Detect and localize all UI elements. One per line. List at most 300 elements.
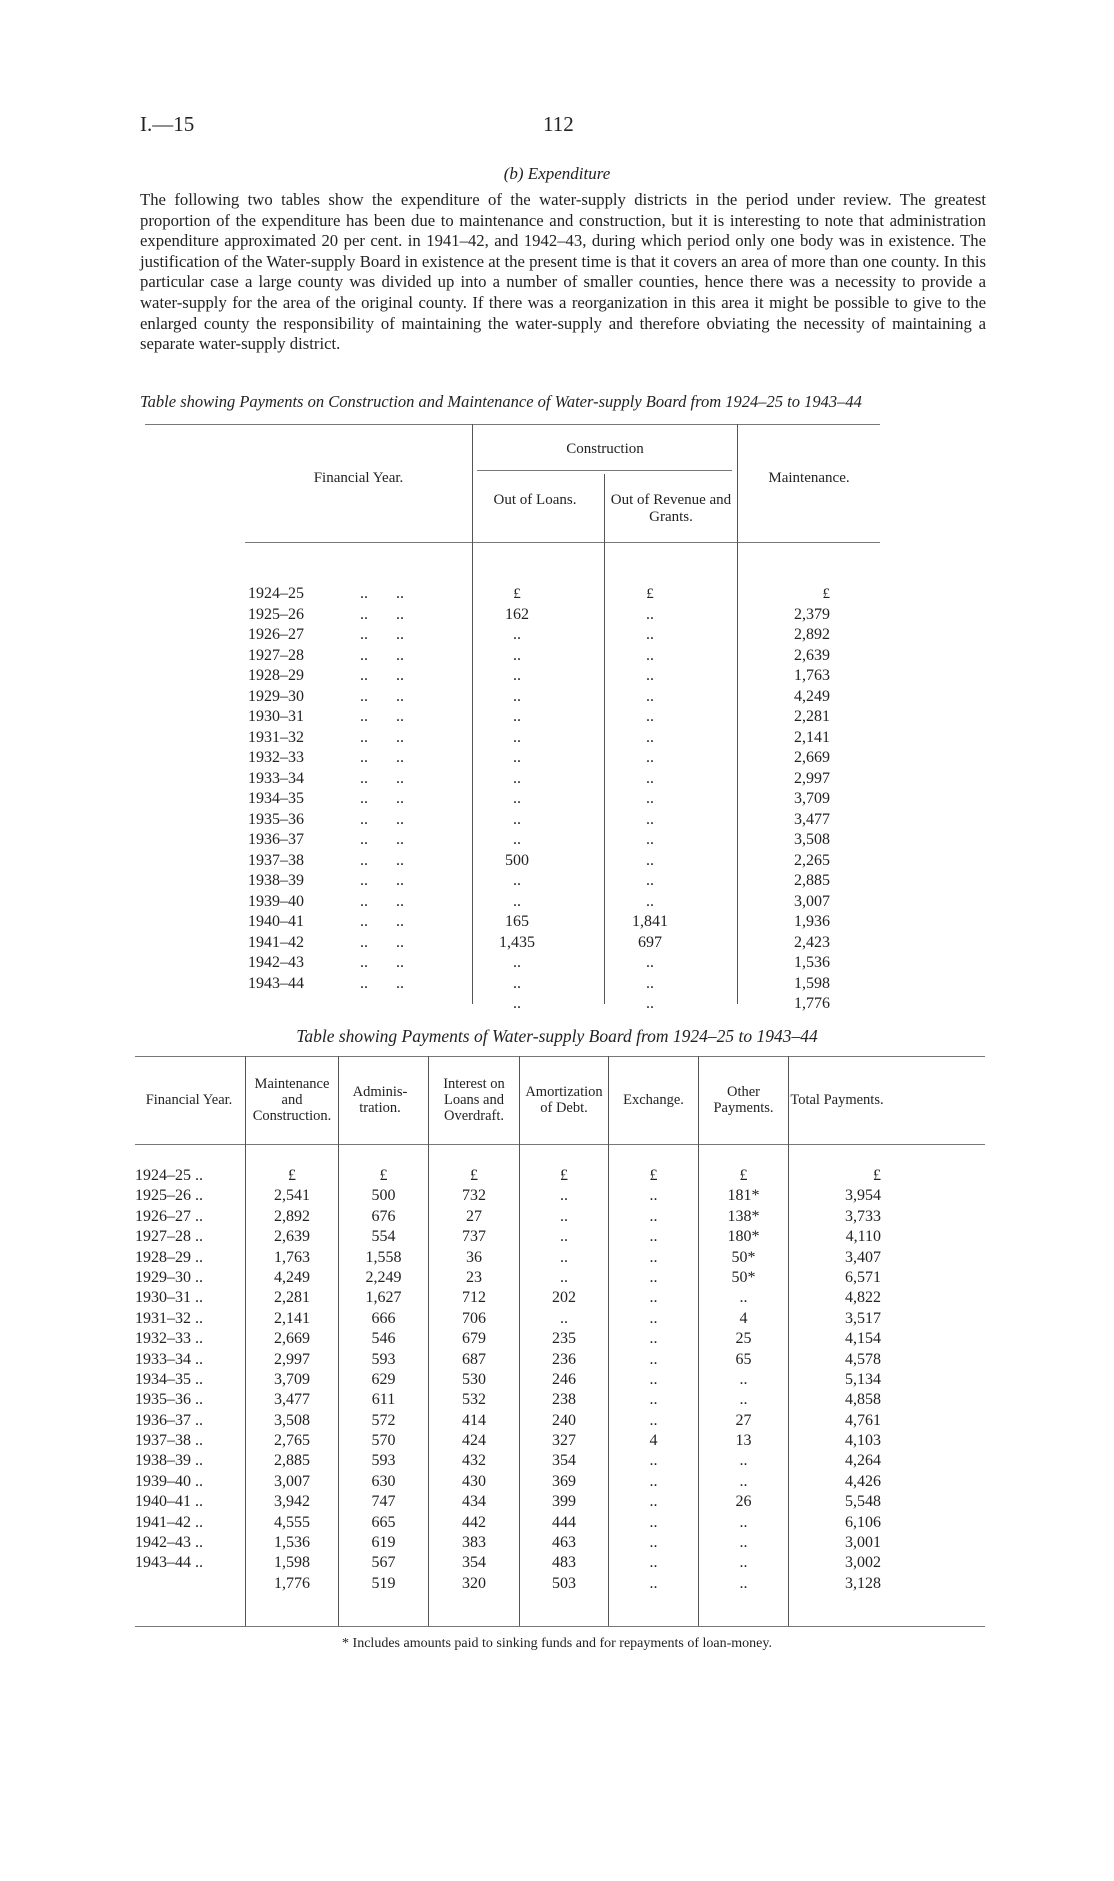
leader-dots: .. ..	[360, 790, 404, 807]
table2-total-column	[789, 1166, 881, 1594]
table1-out-of-revenue-cell: ..	[646, 954, 654, 971]
table1-maintenance-cell: 2,892	[794, 626, 830, 643]
table1-out-of-loans-cell: 1,435	[499, 933, 535, 951]
table1-maintenance-cell: 2,379	[794, 605, 830, 623]
table2-amortization-cell: ..	[560, 1207, 568, 1225]
table1-out-of-loans-column	[477, 584, 557, 1015]
footnote: * Includes amounts paid to sinking funds and for repayments of loan-money.	[342, 1636, 772, 1651]
currency-unit: £	[379, 1167, 388, 1184]
table1-year-cell: 1931–32	[248, 728, 304, 746]
table2-year-cell: 1926–27 ..	[135, 1207, 203, 1225]
table2-maintenance-cell: 2,281	[274, 1289, 310, 1307]
table2-administration-column	[339, 1166, 428, 1594]
table2-other-cell: ..	[739, 1513, 748, 1531]
table1-year-cell: 1935–36	[248, 810, 304, 828]
table2-total-cell: 4,103	[845, 1432, 881, 1450]
table2-total-cell: 3,407	[845, 1248, 881, 1266]
table2-total-cell: 3,128	[845, 1574, 881, 1592]
currency-unit: £	[822, 586, 830, 602]
table1-out-of-loans-cell: ..	[513, 995, 521, 1012]
table2-total-cell: 4,578	[845, 1350, 881, 1368]
table2-maintenance-column	[246, 1166, 338, 1594]
table1-year-cell: 1940–41	[248, 913, 304, 930]
table2-maintenance-cell: 2,541	[274, 1187, 310, 1205]
table2-exchange-cell: ..	[649, 1268, 658, 1286]
table2-exchange-cell: ..	[649, 1289, 658, 1307]
table2-other-cell: 4	[739, 1309, 748, 1327]
table2-header-administration: Adminis- tration.	[352, 1084, 408, 1116]
table1-maintenance-cell: 3,709	[794, 790, 830, 807]
table2-interest-cell: 679	[462, 1330, 486, 1348]
table2-total-cell: 4,822	[845, 1289, 881, 1307]
table2-exchange-cell: ..	[649, 1370, 658, 1388]
table1-maintenance-cell: 1,763	[794, 667, 830, 684]
table2	[135, 1056, 985, 1626]
table1-year-cell: 1941–42	[248, 933, 304, 951]
table2-total-cell: 6,106	[845, 1513, 881, 1531]
table1-maintenance-cell: 2,997	[794, 769, 830, 787]
table2-amortization-cell: 240	[552, 1411, 576, 1429]
table2-header-exchange: Exchange.	[623, 1092, 684, 1108]
table2-other-cell: 180*	[727, 1228, 760, 1246]
table2-year-cell: 1932–33 ..	[135, 1330, 203, 1348]
leader-dots: .. ..	[360, 728, 404, 746]
table2-amortization-cell: 236	[552, 1350, 576, 1368]
table1-out-of-revenue-cell: ..	[646, 769, 654, 787]
table2-maintenance-cell: 1,763	[274, 1248, 310, 1266]
table2-interest-cell: 737	[462, 1228, 486, 1246]
table2-other-cell: ..	[739, 1534, 748, 1552]
table2-interest-cell: 712	[462, 1289, 486, 1307]
table2-interest-cell: 432	[462, 1452, 486, 1470]
table2-amortization-cell: 235	[552, 1330, 576, 1348]
table2-exchange-cell: ..	[649, 1534, 658, 1552]
table2-interest-column	[429, 1166, 519, 1594]
table2-administration-cell: 2,249	[365, 1268, 402, 1286]
table1-out-of-loans-cell: ..	[513, 667, 521, 684]
table2-administration-cell: 629	[371, 1370, 396, 1388]
table1-maintenance-cell: 2,281	[794, 708, 830, 725]
table2-year-cell: 1936–37 ..	[135, 1411, 203, 1429]
table1-out-of-revenue-cell: ..	[646, 646, 654, 664]
table2-maintenance-cell: 1,776	[274, 1574, 310, 1592]
table2-exchange-cell: ..	[649, 1207, 658, 1225]
table2-interest-cell: 27	[466, 1207, 482, 1225]
table2-administration-cell: 665	[371, 1513, 396, 1531]
table2-interest-cell: 732	[462, 1187, 486, 1205]
table2-other-cell: 25	[735, 1330, 752, 1348]
table2-year-cell: 1935–36 ..	[135, 1391, 203, 1409]
table2-amortization-cell: 202	[552, 1289, 576, 1307]
table2-year-cell: 1928–29 ..	[135, 1248, 203, 1266]
table2-exchange-cell: ..	[649, 1187, 658, 1205]
table1-out-of-revenue-cell: ..	[646, 626, 654, 643]
table2-total-cell: 6,571	[845, 1268, 881, 1286]
table1-divider-1	[472, 424, 473, 1004]
leader-dots: .. ..	[360, 605, 404, 623]
currency-unit: £	[649, 1167, 658, 1184]
table2-administration-cell: 546	[371, 1330, 396, 1348]
table1-maintenance-cell: 2,423	[794, 933, 830, 951]
table2-administration-cell: 519	[371, 1574, 396, 1592]
table2-total-cell: 3,517	[845, 1309, 881, 1327]
table1-header-financial-year: Financial Year.	[313, 470, 404, 486]
table2-interest-cell: 530	[462, 1370, 486, 1388]
table1-out-of-revenue-cell: ..	[646, 605, 654, 623]
table1-out-of-loans-cell: ..	[513, 646, 521, 664]
table1-out-of-loans-cell: ..	[513, 626, 521, 643]
table2-other-cell: 65	[735, 1350, 752, 1368]
table2-amortization-cell: 327	[552, 1432, 576, 1450]
table2-other-cell: ..	[739, 1574, 748, 1592]
currency-unit: £	[513, 586, 521, 602]
table1-maintenance-cell: 3,508	[794, 831, 830, 848]
table2-header-amortization: Amortization of Debt.	[525, 1084, 603, 1116]
table2-amortization-cell: 238	[552, 1391, 576, 1409]
table2-bottom-rule	[135, 1626, 985, 1627]
table1-out-of-revenue-column	[605, 584, 695, 1015]
table2-header-rule	[135, 1144, 985, 1145]
table2-maintenance-cell: 3,508	[274, 1411, 310, 1429]
table1-year-cell: 1929–30	[248, 687, 304, 705]
table2-other-cell: ..	[739, 1391, 748, 1409]
table2-total-cell: 3,954	[845, 1187, 881, 1205]
table2-interest-cell: 414	[462, 1411, 486, 1429]
table1-out-of-revenue-cell: ..	[646, 810, 654, 828]
table2-maintenance-cell: 1,598	[274, 1554, 310, 1572]
table1-year-cell: 1925–26	[248, 605, 304, 623]
table2-exchange-cell: ..	[649, 1309, 658, 1327]
table1-out-of-revenue-cell: ..	[646, 995, 654, 1012]
table2-amortization-column	[520, 1166, 608, 1594]
table1-maintenance-cell: 2,639	[794, 646, 830, 664]
table1-out-of-revenue-cell: ..	[646, 790, 654, 807]
table2-header-financial-year: Financial Year.	[145, 1092, 233, 1108]
table2-administration-cell: 619	[371, 1534, 396, 1552]
table2-top-rule	[135, 1056, 985, 1057]
table1-out-of-revenue-cell: 1,841	[632, 913, 668, 930]
table1-out-of-loans-cell: ..	[513, 954, 521, 971]
table2-total-cell: 4,154	[845, 1330, 881, 1348]
currency-unit: £	[470, 1167, 478, 1184]
table2-amortization-cell: ..	[560, 1187, 568, 1205]
table2-year-cell: 1924–25 ..	[135, 1167, 203, 1184]
currency-unit: £	[646, 586, 654, 602]
table2-maintenance-cell: 2,885	[274, 1452, 310, 1470]
table1-maintenance-cell: 2,669	[794, 749, 830, 766]
table2-other-cell: ..	[739, 1370, 748, 1388]
table2-other-column	[699, 1166, 788, 1594]
table2-maintenance-cell: 2,997	[274, 1350, 310, 1368]
table2-maintenance-cell: 2,765	[274, 1432, 310, 1450]
leader-dots: .. ..	[360, 872, 404, 889]
table2-exchange-cell: ..	[649, 1228, 658, 1246]
table1-year-cell: 1943–44	[248, 974, 304, 992]
table1-maintenance-cell: 3,477	[794, 810, 830, 828]
table2-other-cell: 27	[735, 1411, 752, 1429]
table1-maintenance-cell: 1,776	[794, 995, 830, 1012]
leader-dots: .. ..	[360, 954, 404, 971]
table1-maintenance-cell: 2,265	[794, 851, 830, 869]
leader-dots: .. ..	[360, 708, 404, 725]
table1-year-cell: 1926–27	[248, 626, 304, 643]
table2-interest-cell: 424	[462, 1432, 486, 1450]
table1-out-of-loans-cell: 165	[505, 913, 529, 930]
table1-header-out-of-loans: Out of Loans.	[493, 492, 577, 508]
table2-exchange-cell: ..	[649, 1330, 658, 1348]
table2-amortization-cell: ..	[560, 1268, 568, 1286]
table1-year-cell: 1936–37	[248, 831, 304, 848]
table2-exchange-cell: ..	[649, 1493, 658, 1511]
currency-unit: £	[288, 1167, 296, 1184]
table1-maintenance-column	[770, 584, 830, 1015]
table2-exchange-cell: ..	[649, 1513, 658, 1531]
table2-administration-cell: 500	[371, 1187, 396, 1205]
table2-exchange-cell: ..	[649, 1574, 658, 1592]
table2-total-cell: 4,858	[845, 1391, 881, 1409]
table2-administration-cell: 666	[371, 1309, 396, 1327]
table2-total-cell: 5,548	[845, 1493, 881, 1511]
table2-administration-cell: 567	[371, 1554, 396, 1572]
table1-year-cell: 1942–43	[248, 954, 304, 971]
table2-interest-cell: 442	[462, 1513, 486, 1531]
table2-other-cell: ..	[739, 1452, 748, 1470]
table1-out-of-revenue-cell: ..	[646, 892, 654, 910]
table2-amortization-cell: 444	[552, 1513, 576, 1531]
table2-header-total: Total Payments.	[790, 1092, 884, 1108]
table2-exchange-cell: ..	[649, 1472, 658, 1490]
table2-interest-cell: 354	[462, 1554, 486, 1572]
table2-other-cell: 50*	[731, 1268, 756, 1286]
leader-dots: .. ..	[360, 687, 404, 705]
table1-year-cell: 1928–29	[248, 667, 304, 684]
table2-exchange-cell: ..	[649, 1554, 658, 1572]
leader-dots: .. ..	[360, 749, 404, 766]
table1-out-of-revenue-cell: 697	[638, 933, 662, 951]
table1-maintenance-cell: 4,249	[794, 687, 830, 705]
table2-total-cell: 4,426	[845, 1472, 881, 1490]
table2-year-cell: 1925–26 ..	[135, 1187, 203, 1205]
table2-administration-cell: 611	[371, 1391, 396, 1409]
table1-leader-column	[360, 584, 460, 994]
table2-year-cell: 1941–42 ..	[135, 1513, 203, 1531]
table2-interest-cell: 36	[466, 1248, 482, 1266]
table2-other-cell: 50*	[731, 1248, 756, 1266]
page-ref: I.—15	[140, 112, 195, 136]
table2-amortization-cell: ..	[560, 1228, 568, 1246]
table2-maintenance-cell: 2,892	[274, 1207, 310, 1225]
table1-out-of-revenue-cell: ..	[646, 974, 654, 992]
leader-dots: .. ..	[360, 933, 404, 951]
table2-maintenance-cell: 3,477	[274, 1391, 310, 1409]
table2-interest-cell: 687	[462, 1350, 486, 1368]
table2-total-cell: 3,733	[845, 1207, 881, 1225]
table2-interest-cell: 532	[462, 1391, 486, 1409]
table2-year-column	[135, 1166, 243, 1574]
table2-total-cell: 4,110	[845, 1228, 881, 1246]
table1-out-of-loans-cell: ..	[513, 708, 521, 725]
table1-year-cell: 1933–34	[248, 769, 304, 787]
table2-other-cell: 138*	[727, 1207, 760, 1225]
table2-total-cell: 3,002	[845, 1554, 881, 1572]
table1-year-cell: 1932–33	[248, 749, 304, 766]
table2-administration-cell: 570	[371, 1432, 396, 1450]
table2-year-cell: 1940–41 ..	[135, 1493, 203, 1511]
table2-year-cell: 1927–28 ..	[135, 1228, 203, 1246]
table2-administration-cell: 572	[371, 1411, 396, 1429]
table2-exchange-cell: ..	[649, 1411, 658, 1429]
table2-amortization-cell: 503	[552, 1574, 576, 1592]
currency-unit: £	[560, 1167, 568, 1184]
table2-other-cell: ..	[739, 1289, 748, 1307]
body-paragraph: The following two tables show the expenditure of the water-supply districts in the period under review. The greatest proportion of the expenditure has been due to maintenance and construction, but it is interesting to note that administration expenditure approximated 20 per cent. in 1941–42, and 1942–43, during which period only one body was in existence. The justification of the Water-supply Board in existence at the present time is that it covers an area of more than one county. In this particular case a large county was divided up into a number of smaller counties, hence there was a necessity to provide a water-supply for the area of the original county. If there was a reorganization in this area it might be possible to give to the enlarged county the responsibility of maintaining the water-supply and therefore obviating the necessity of maintaining a separate water-supply district.	[140, 190, 986, 354]
table1-out-of-revenue-cell: ..	[646, 667, 654, 684]
table2-administration-cell: 630	[371, 1472, 396, 1490]
page-number: 112	[543, 112, 574, 136]
table2-other-cell: 26	[735, 1493, 752, 1511]
table2-year-cell: 1943–44 ..	[135, 1554, 203, 1572]
table2-administration-cell: 593	[371, 1452, 396, 1470]
table2-total-cell: 4,761	[845, 1411, 881, 1429]
table2-maintenance-cell: 3,942	[274, 1493, 310, 1511]
table1-header-construction: Construction	[566, 441, 644, 457]
table2-administration-cell: 554	[371, 1228, 396, 1246]
table1-out-of-loans-cell: ..	[513, 749, 521, 766]
table1-out-of-revenue-cell: ..	[646, 687, 654, 705]
currency-unit: £	[873, 1167, 881, 1184]
table2-interest-cell: 434	[462, 1493, 486, 1511]
table1-header-maintenance: Maintenance.	[768, 470, 850, 486]
table2-interest-cell: 320	[462, 1574, 486, 1592]
table1-out-of-revenue-cell: ..	[646, 872, 654, 889]
table1-year-cell: 1937–38	[248, 851, 304, 869]
section-heading: (b) Expenditure	[503, 164, 611, 183]
table2-amortization-cell: 399	[552, 1493, 576, 1511]
table2-interest-cell: 23	[466, 1268, 482, 1286]
table1-out-of-revenue-cell: ..	[646, 728, 654, 746]
table2-amortization-cell: 246	[552, 1370, 576, 1388]
table1-out-of-revenue-cell: ..	[646, 831, 654, 848]
table2-total-cell: 5,134	[845, 1370, 881, 1388]
table1-title: Table showing Payments on Construction and Maintenance of Water-supply Board from 1924–25 to 1943–44	[140, 392, 862, 411]
table1-out-of-loans-cell: 162	[505, 605, 529, 623]
table2-interest-cell: 383	[462, 1534, 486, 1552]
table2-maintenance-cell: 1,536	[274, 1534, 310, 1552]
table2-title: Table showing Payments of Water-supply Board from 1924–25 to 1943–44	[296, 1026, 818, 1046]
table1-out-of-loans-cell: 500	[505, 851, 529, 869]
table1	[245, 424, 875, 1012]
table1-header-rule	[245, 542, 880, 543]
table2-year-cell: 1930–31 ..	[135, 1289, 203, 1307]
table2-administration-cell: 1,627	[365, 1289, 402, 1307]
table1-out-of-loans-cell: ..	[513, 810, 521, 828]
table2-amortization-cell: 463	[552, 1534, 576, 1552]
table2-exchange-cell: ..	[649, 1391, 658, 1409]
table1-year-cell: 1927–28	[248, 646, 304, 664]
table2-interest-cell: 430	[462, 1472, 486, 1490]
table1-construction-rule	[477, 470, 732, 471]
table1-maintenance-cell: 1,936	[794, 913, 830, 930]
table2-exchange-cell: 4	[649, 1432, 658, 1450]
table2-total-cell: 3,001	[845, 1534, 881, 1552]
table1-top-rule	[145, 424, 880, 425]
leader-dots: .. ..	[360, 667, 404, 684]
table2-year-cell: 1942–43 ..	[135, 1534, 203, 1552]
leader-dots: .. ..	[360, 769, 404, 787]
table1-out-of-loans-cell: ..	[513, 872, 521, 889]
table2-year-cell: 1939–40 ..	[135, 1472, 203, 1490]
table1-out-of-revenue-cell: ..	[646, 708, 654, 725]
table1-out-of-revenue-cell: ..	[646, 749, 654, 766]
leader-dots: .. ..	[360, 913, 404, 930]
table1-maintenance-cell: 2,885	[794, 872, 830, 889]
table1-out-of-loans-cell: ..	[513, 728, 521, 746]
table2-exchange-cell: ..	[649, 1452, 658, 1470]
table1-out-of-loans-cell: ..	[513, 892, 521, 910]
table1-year-cell: 1924–25	[248, 585, 304, 602]
table2-maintenance-cell: 4,555	[274, 1513, 310, 1531]
table2-maintenance-cell: 3,709	[274, 1370, 310, 1388]
table1-year-column	[248, 584, 348, 994]
table2-year-cell: 1929–30 ..	[135, 1268, 203, 1286]
table2-year-cell: 1937–38 ..	[135, 1432, 203, 1450]
table2-exchange-column	[609, 1166, 698, 1594]
leader-dots: .. ..	[360, 626, 404, 643]
table1-out-of-revenue-cell: ..	[646, 851, 654, 869]
table1-year-cell: 1934–35	[248, 790, 304, 807]
leader-dots: .. ..	[360, 831, 404, 848]
table1-year-cell: 1938–39	[248, 872, 304, 889]
table2-administration-cell: 747	[371, 1493, 396, 1511]
table2-amortization-cell: 483	[552, 1554, 576, 1572]
table2-other-cell: 181*	[727, 1187, 760, 1205]
table2-maintenance-cell: 4,249	[274, 1268, 310, 1286]
table1-maintenance-cell: 3,007	[794, 892, 830, 910]
table2-amortization-cell: ..	[560, 1309, 568, 1327]
table1-out-of-loans-cell: ..	[513, 687, 521, 705]
table1-out-of-loans-cell: ..	[513, 790, 521, 807]
table2-amortization-cell: ..	[560, 1248, 568, 1266]
table1-out-of-loans-cell: ..	[513, 974, 521, 992]
table1-header-out-of-revenue: Out of Revenue and Grants.	[610, 492, 732, 525]
table2-administration-cell: 1,558	[365, 1248, 402, 1266]
leader-dots: .. ..	[360, 585, 404, 602]
table2-year-cell: 1934–35 ..	[135, 1370, 203, 1388]
leader-dots: .. ..	[360, 851, 404, 869]
table2-year-cell: 1931–32 ..	[135, 1309, 203, 1327]
table1-maintenance-cell: 1,598	[794, 974, 830, 992]
table2-header-other: Other Payments.	[713, 1084, 774, 1116]
table2-year-cell: 1933–34 ..	[135, 1350, 203, 1368]
leader-dots: .. ..	[360, 810, 404, 828]
table1-year-cell: 1939–40	[248, 892, 304, 910]
table1-divider-3	[737, 424, 738, 1004]
table2-total-cell: 4,264	[845, 1452, 881, 1470]
table2-exchange-cell: ..	[649, 1248, 658, 1266]
table2-administration-cell: 593	[371, 1350, 396, 1368]
table2-maintenance-cell: 3,007	[274, 1472, 310, 1490]
table2-other-cell: 13	[735, 1432, 752, 1450]
table2-amortization-cell: 354	[552, 1452, 576, 1470]
table2-other-cell: ..	[739, 1554, 748, 1572]
table1-year-cell: 1930–31	[248, 708, 304, 725]
table2-header-maintenance: Maintenance and Construction.	[252, 1076, 332, 1124]
table1-maintenance-cell: 2,141	[794, 728, 830, 746]
leader-dots: .. ..	[360, 974, 404, 992]
table2-header-interest: Interest on Loans and Overdraft.	[443, 1076, 505, 1124]
table2-administration-cell: 676	[371, 1207, 396, 1225]
table2-maintenance-cell: 2,669	[274, 1330, 310, 1348]
